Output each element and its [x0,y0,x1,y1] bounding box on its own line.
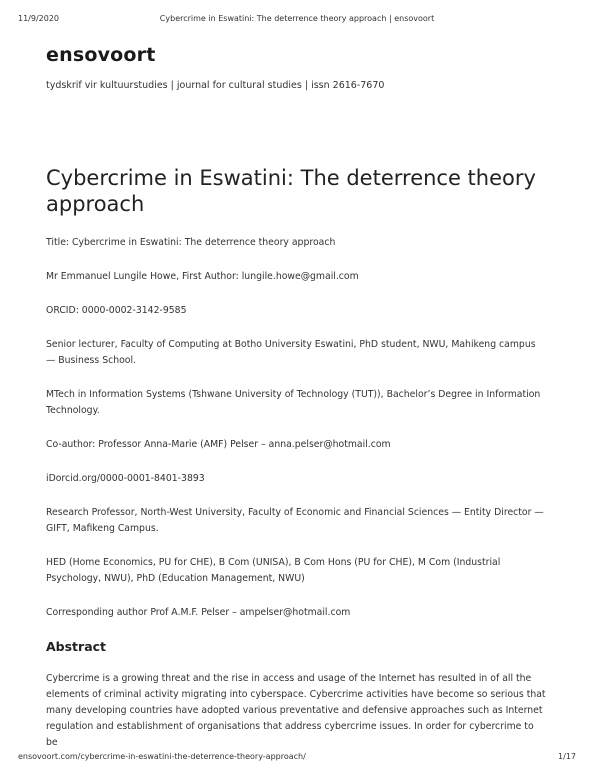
co-author-line: Co-author: Professor Anna-Marie (AMF) Pelser – anna.pelser@hotmail.com [46,439,391,450]
author-qualifications: MTech in Information Systems (Tshwane University of Technology (TUT)), Bachelor’s Degree in Information Technology. [46,389,541,416]
abstract-text: Cybercrime is a growing threat and the rise in access and usage of the Internet has resulted in of all the elements of criminal activity migrating into cyberspace. Cybercrime activities have become so serious that many developing countries have adopted various preventative and defensive approaches such as Internet regulation and establishment of organisations that address cybercrime issues. In order for cybercrime to be [46,673,546,748]
article-content [46,235,546,751]
page-url: ensovoort.com/cybercrime-in-eswatini-the-deterrence-theory-approach/ [18,752,306,761]
author-position: Senior lecturer, Faculty of Computing at Botho University Eswatini, PhD student, NWU, Mahikeng campus — Business School. [46,339,536,366]
site-name[interactable]: ensovoort [46,44,156,66]
site-tagline: tydskrif vir kultuurstudies | journal for cultural studies | issn 2616-7670 [46,80,385,91]
co-author-position: Research Professor, North-West University, Faculty of Economic and Financial Sciences — Entity Director — GIFT, Mafikeng Campus. [46,507,544,534]
first-author-line: Mr Emmanuel Lungile Howe, First Author: lungile.howe@gmail.com [46,271,359,282]
print-header [18,14,576,26]
co-author-qualifications: HED (Home Economics, PU for CHE), B Com (UNISA), B Com Hons (PU for CHE), M Com (Industrial Psychology, NWU), PhD (Education Management, NWU) [46,557,501,584]
orcid-line: ORCID: 0000-0002-3142-9585 [46,305,187,316]
title-line: Title: Cybercrime in Eswatini: The deterrence theory approach [46,237,336,248]
print-page-title: Cybercrime in Eswatini: The deterrence theory approach | ensovoort [159,14,435,23]
article-title: Cybercrime in Eswatini: The deterrence theory approach [46,166,536,216]
page-number: 1/17 [558,752,576,761]
corresponding-author: Corresponding author Prof A.M.F. Pelser – ampelser@hotmail.com [46,607,351,618]
abstract-heading: Abstract [46,639,107,654]
print-date: 11/9/2020 [18,14,60,23]
print-footer [18,752,576,764]
co-author-orcid: iDorcid.org/0000-0001-8401-3893 [46,473,205,484]
